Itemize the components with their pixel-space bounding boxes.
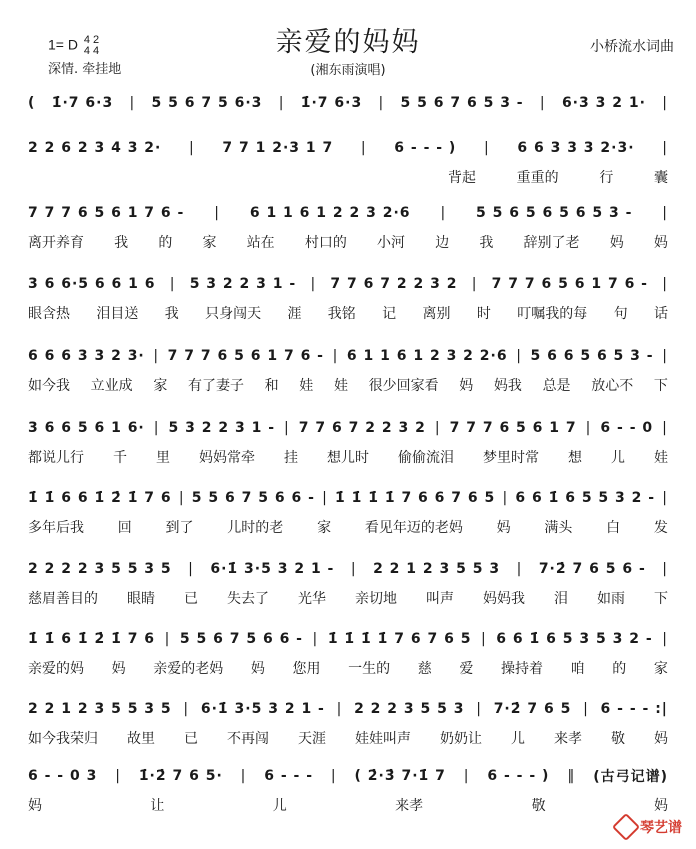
music-line	[28, 92, 668, 114]
barline: |	[476, 701, 482, 717]
measure: 7 7 7 6 5 6 1 7 6 -	[28, 205, 185, 221]
barline: |	[516, 561, 523, 577]
barline: |	[463, 768, 470, 784]
lyric-line	[28, 232, 668, 252]
measure: 6 6 3 3 3 2·3·	[517, 140, 635, 156]
lyric-word: 爱	[459, 661, 474, 677]
lyric-word: 时	[476, 306, 491, 322]
lyric-word: 妈	[654, 731, 668, 747]
lyric-word: 妈	[459, 378, 474, 394]
measure: 6 - - - :|	[600, 701, 668, 717]
lyric-word: 行	[599, 170, 614, 186]
singer-credit: (湘东雨演唱)	[310, 63, 386, 78]
lyric-word: 泪目送	[96, 306, 139, 322]
measure: 7·2̇ 7 6 5 6 -	[538, 561, 646, 577]
lyric-word: 想	[568, 450, 582, 466]
barline: |	[322, 490, 328, 506]
lyric-word: 如雨	[597, 591, 625, 607]
measure: 7 7 7 6 5 6 1 7 6 -	[167, 348, 324, 364]
key-text: 1= D	[48, 36, 78, 53]
lyric-word: 不再闯	[227, 731, 269, 747]
lyric-word: 咱	[570, 661, 585, 677]
measure: 1̇·2̇ 7 6 5·	[138, 768, 223, 784]
lyric-word: 的	[158, 235, 173, 251]
time-signature	[84, 35, 99, 57]
lyric-word: 只身闯天	[205, 306, 262, 322]
music-line	[28, 345, 668, 367]
composer-credit: 小桥流水词曲	[590, 39, 674, 55]
barline: ‖	[567, 768, 576, 784]
measure: 5 5 6 7 6 5 3 -	[400, 95, 524, 111]
lyric-word: 已	[184, 591, 198, 607]
measure: 6 6 6 3 3 2 3·	[28, 348, 145, 364]
measure: 5 5 6 5 6 5 6 5 3 -	[476, 205, 633, 221]
lyric-word: 有了妻子	[187, 378, 244, 394]
lyric-word: 故里	[127, 731, 155, 747]
lyric-word: 很少回家看	[368, 378, 439, 394]
lyric-word: 眼睛	[127, 591, 155, 607]
lyric-word: 妈	[609, 235, 624, 251]
key-signature	[48, 35, 99, 57]
lyric-word: 眼含热	[28, 306, 70, 322]
lyric-word: 涯	[287, 306, 302, 322]
measure: (	[28, 95, 36, 111]
lyric-word: 和	[264, 378, 279, 394]
measure: 2 2 2 2 3 5 5 3 5	[28, 561, 172, 577]
lyric-line	[28, 517, 668, 537]
lyric-word: 操持着	[501, 661, 543, 677]
lyric-word: 让	[150, 798, 165, 814]
lyric-word: 妈妈我	[483, 591, 525, 607]
lyric-word: 妈	[496, 520, 511, 536]
measure: 6 - - - )	[487, 768, 550, 784]
lyric-word: 家	[153, 378, 168, 394]
barline: |	[378, 95, 385, 111]
lyric-word: 娃娃叫声	[355, 731, 411, 747]
lyric-word: 下	[653, 378, 668, 394]
lyric-word: 我	[479, 235, 494, 251]
lyric-line	[28, 658, 668, 678]
lyric-word: 叫声	[426, 591, 454, 607]
music-line	[28, 137, 668, 159]
barline: |	[662, 95, 668, 111]
measure: 1̇ 1̇ 1̇ 1̇ 7 6 7 6 5	[327, 631, 472, 647]
lyric-line	[28, 447, 668, 467]
lyric-word: 儿	[611, 450, 625, 466]
barline: |	[188, 561, 194, 577]
measure: (古弓记谱)	[593, 769, 668, 785]
lyric-word: 我铭	[327, 306, 356, 322]
measure: 5 6 6 5 6 5 3 -	[530, 348, 654, 364]
lyric-line	[28, 588, 668, 608]
lyric-word: 您用	[292, 661, 321, 677]
lyric-word: 句	[613, 306, 628, 322]
measure: 6 - - 0 3	[28, 768, 98, 784]
barline: |	[153, 420, 160, 436]
lyric-word: 奶奶让	[440, 731, 482, 747]
barline: |	[662, 348, 668, 364]
lyric-word: 离开养育	[28, 235, 84, 251]
measure: 1̇·7 6·3	[300, 95, 363, 111]
lyric-word: 都说儿行	[28, 450, 84, 466]
lyric-word: 妈	[28, 798, 42, 814]
lyric-word: 我	[164, 306, 179, 322]
barline: |	[662, 205, 668, 221]
lyric-word: 发	[653, 520, 668, 536]
music-line	[28, 487, 668, 509]
barline: |	[214, 205, 220, 221]
lyric-word: 到了	[165, 520, 194, 536]
measure: 6 6 1̇ 6 5 5 3 2 -	[515, 490, 656, 506]
lyric-word: 亲爱的妈	[28, 661, 84, 677]
lyric-word: 如今我	[28, 378, 70, 394]
barline: |	[662, 490, 668, 506]
lyric-word: 慈	[417, 661, 432, 677]
lyric-word: 妈	[653, 798, 668, 814]
measure: 7 7 7 6 5 6 1 7 6 -	[491, 276, 648, 292]
barline: |	[336, 701, 343, 717]
lyric-word: 一生的	[348, 661, 391, 677]
barline: |	[440, 205, 447, 221]
measure: ( 2̇·3̇ 7·1̇ 7	[354, 768, 446, 784]
measure: 1̇ 1̇ 6 1̇ 2̇ 1̇ 7 6	[28, 631, 156, 647]
barline: |	[662, 276, 668, 292]
lyric-word: 梦里时常	[483, 450, 539, 466]
measure: 7 7 7 6 5 6 1 7	[449, 420, 577, 436]
lyric-word: 泪	[554, 591, 568, 607]
measure: 6 6 1̇ 6 5 3 5 3 2 -	[496, 631, 653, 647]
lyric-word: 敬	[531, 798, 546, 814]
lyric-word: 天涯	[298, 731, 326, 747]
barline: |	[350, 561, 357, 577]
lyric-word: 边	[435, 235, 450, 251]
barline: |	[312, 631, 319, 647]
measure: 7 7 6 7 2 2 3 2	[330, 276, 458, 292]
lyric-word: 站在	[246, 235, 275, 251]
barline: |	[153, 348, 160, 364]
barline: |	[332, 348, 339, 364]
lyric-word: 千	[113, 450, 127, 466]
lyric-word: 看见年迈的老妈	[364, 520, 463, 536]
barline: |	[662, 561, 668, 577]
watermark	[616, 817, 682, 837]
measure: 7 7 6 7 2 2 3 2	[298, 420, 426, 436]
lyric-line	[28, 303, 668, 323]
lyric-word: 儿	[511, 731, 525, 747]
barline: |	[502, 490, 509, 506]
lyric-word: 光华	[298, 591, 326, 607]
barline: |	[183, 701, 190, 717]
barline: |	[278, 95, 285, 111]
lyric-word: 背起	[448, 170, 476, 186]
barline: |	[310, 276, 317, 292]
lyric-word: 记	[382, 306, 397, 322]
lyric-word: 满头	[544, 520, 573, 536]
music-line	[28, 202, 668, 224]
lyric-word: 娃	[299, 378, 314, 394]
lyric-word: 已	[184, 731, 198, 747]
barline: |	[662, 420, 668, 436]
music-line	[28, 558, 668, 580]
expression-mark: 深情. 牵挂地	[48, 62, 122, 77]
measure: 6 - - - )	[394, 140, 457, 156]
measure: 6·1̇ 3·5 3 2 1 -	[210, 561, 335, 577]
lyric-line	[28, 728, 668, 748]
lyric-word: 来孝	[554, 731, 582, 747]
lyric-word: 妈我	[493, 378, 522, 394]
lyric-word: 囊	[653, 170, 668, 186]
lyric-word: 妈	[653, 235, 668, 251]
lyric-word: 儿时的老	[227, 520, 284, 536]
barline: |	[516, 348, 522, 364]
lyric-word: 立业成	[90, 378, 133, 394]
measure: 3 6 6·5 6 6 1 6	[28, 276, 156, 292]
lyric-line	[28, 375, 668, 395]
meter-bottom: 4 4	[83, 45, 100, 57]
measure: 6 1 1 6 1 2 2 3 2·6	[249, 205, 411, 221]
lyric-word: 叮嘱我的每	[517, 306, 588, 322]
lyric-word: 家	[317, 520, 332, 536]
measure: 6·1̇ 3·5 3 2 1 -	[200, 701, 325, 717]
logo-icon	[612, 813, 640, 841]
measure: 7·2̇ 7 6 5	[493, 701, 572, 717]
barline: |	[178, 490, 185, 506]
lyric-word: 总是	[542, 378, 571, 394]
lyric-word: 回	[117, 520, 132, 536]
lyric-word: 妈	[111, 661, 126, 677]
measure: 2 2 1 2 3 5 5 3 5	[28, 701, 172, 717]
lyric-word: 白	[606, 520, 621, 536]
lyric-word: 家	[653, 661, 668, 677]
lyric-line	[28, 167, 668, 187]
lyric-word: 想儿时	[327, 450, 369, 466]
measure: 2 2 1 2 3 5 5 3	[373, 561, 501, 577]
lyric-word: 亲爱的老妈	[153, 661, 224, 677]
barline: |	[189, 140, 195, 156]
lyric-word: 敬	[611, 731, 625, 747]
music-line	[28, 765, 668, 787]
lyric-word: 来孝	[395, 798, 424, 814]
lyric-word: 家	[202, 235, 217, 251]
barline: |	[471, 276, 478, 292]
measure: 1̇·7 6·3	[51, 95, 114, 111]
barline: |	[434, 420, 441, 436]
measure: 6 - - 0	[600, 420, 654, 436]
barline: |	[284, 420, 290, 436]
barline: |	[360, 140, 367, 156]
measure: 5 5 6 7 5 6 6 -	[191, 490, 315, 506]
lyric-word: 妈	[250, 661, 265, 677]
measure: 2 2 6 2 3 4 3 2·	[28, 140, 162, 156]
music-line	[28, 417, 668, 439]
lyric-word: 的	[612, 661, 627, 677]
measure: 1̇ 1̇ 1̇ 1̇ 7 6 6 7 6 5	[334, 490, 496, 506]
lyric-word: 重重的	[516, 170, 559, 186]
barline: |	[164, 631, 171, 647]
barline: |	[129, 95, 136, 111]
song-title: 亲爱的妈妈	[275, 27, 421, 58]
music-line	[28, 273, 668, 295]
barline: |	[539, 95, 546, 111]
lyric-word: 偷偷流泪	[398, 450, 454, 466]
lyric-word: 多年后我	[28, 520, 84, 536]
lyric-word: 挂	[284, 450, 298, 466]
barline: |	[662, 140, 668, 156]
watermark-text: 琴艺谱	[640, 820, 682, 836]
measure: 1̇ 1̇ 6 6 1̇ 2̇ 1̇ 7 6	[28, 490, 172, 506]
measure: 3 6 6 5 6 1 6·	[28, 420, 145, 436]
lyric-word: 儿	[272, 798, 287, 814]
meter-top: 4 2	[83, 34, 100, 46]
measure: 5 3 2 2 3 1 -	[189, 276, 297, 292]
barline: |	[585, 420, 592, 436]
lyric-word: 妈妈常牵	[199, 450, 255, 466]
lyric-word: 村口的	[304, 235, 347, 251]
barline: |	[169, 276, 176, 292]
barline: |	[240, 768, 247, 784]
lyric-word: 我	[114, 235, 129, 251]
barline: |	[483, 140, 490, 156]
lyric-word: 慈眉善目的	[28, 591, 98, 607]
barline: |	[662, 631, 668, 647]
lyric-word: 娃	[654, 450, 668, 466]
music-line	[28, 698, 668, 720]
barline: |	[330, 768, 337, 784]
measure: 5 3 2 2 3 1 -	[168, 420, 276, 436]
lyric-word: 小河	[377, 235, 406, 251]
measure: 2 2 2 3 5 5 3	[354, 701, 465, 717]
lyric-word: 如今我荣归	[28, 731, 98, 747]
measure: 6 1 1 6 1 2 3 2 2·6	[346, 348, 508, 364]
barline: |	[115, 768, 121, 784]
measure: 5 5 6 7 5 6 6 -	[179, 631, 303, 647]
lyric-word: 辞别了老	[523, 235, 580, 251]
lyric-word: 亲切地	[355, 591, 397, 607]
measure: 6·3 3 2 1·	[561, 95, 646, 111]
lyric-word: 里	[156, 450, 170, 466]
music-line	[28, 628, 668, 650]
lyric-word: 放心不	[591, 378, 634, 394]
lyric-line	[28, 795, 668, 815]
measure: 6 - - -	[264, 768, 314, 784]
measure: 7 7 1 2·3 1 7	[222, 140, 334, 156]
lyric-word: 话	[653, 306, 668, 322]
lyric-word: 失去了	[227, 591, 269, 607]
lyric-word: 娃	[333, 378, 348, 394]
measure: 5 5 6 7 5 6·3	[151, 95, 263, 111]
barline: |	[583, 701, 589, 717]
lyric-word: 离别	[422, 306, 451, 322]
barline: |	[481, 631, 487, 647]
lyric-word: 下	[654, 591, 668, 607]
